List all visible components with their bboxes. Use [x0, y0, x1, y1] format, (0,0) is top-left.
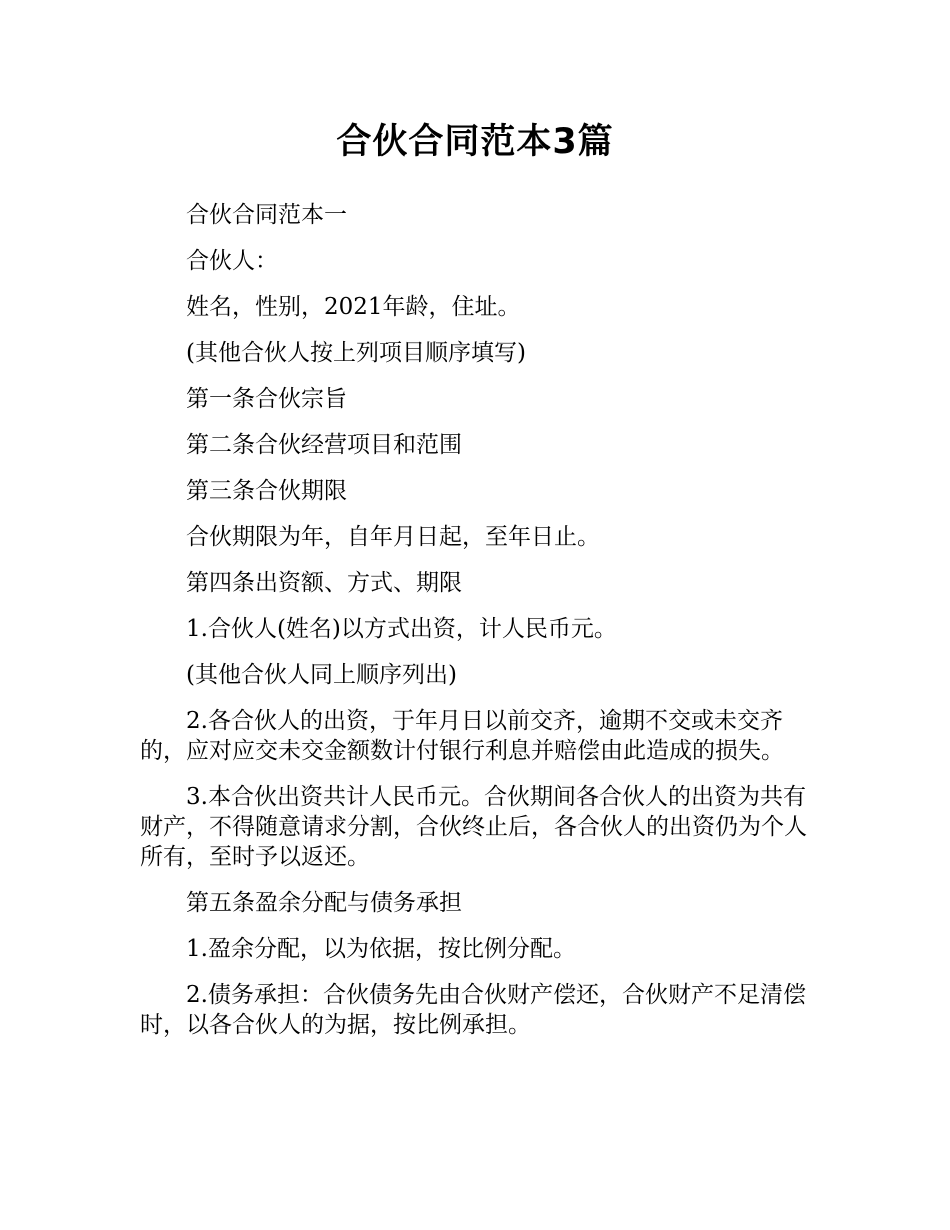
paragraph-article-5-item-1: 1.盈余分配，以为依据，按比例分配。 — [186, 936, 576, 962]
paragraph-article-4-item-2: 2.各合伙人的出资，于年月日以前交齐，逾期不交或未交齐的，应对应交未交金额数计付银行利息并赔偿由此造成的损失。 — [140, 708, 784, 764]
paragraph-article-4: 第四条出资额、方式、期限 — [186, 570, 462, 596]
paragraph-article-5-item-2: 2.债务承担：合伙债务先由合伙财产偿还，合伙财产不足清偿时，以各合伙人的为据，按比例承担。 — [140, 982, 806, 1038]
paragraph-article-2: 第二条合伙经营项目和范围 — [186, 432, 462, 458]
paragraph-partner-info: 姓名，性别，2021年龄，住址。 — [186, 294, 521, 320]
paragraph-article-4-item-1: 1.合伙人(姓名)以方式出资，计人民币元。 — [186, 616, 617, 642]
paragraph-heading-contract-one: 合伙合同范本一 — [186, 202, 347, 228]
document-title: 合伙合同范本3篇 — [336, 122, 614, 162]
paragraph-article-5: 第五条盈余分配与债务承担 — [186, 890, 462, 916]
paragraph-article-1: 第一条合伙宗旨 — [186, 386, 347, 412]
paragraph-article-3: 第三条合伙期限 — [186, 478, 347, 504]
paragraph-partners-label: 合伙人： — [186, 248, 278, 274]
paragraph-article-4-note: (其他合伙人同上顺序列出) — [186, 662, 457, 688]
paragraph-article-4-item-3: 3.本合伙出资共计人民币元。合伙期间各合伙人的出资为共有财产，不得随意请求分割，合伙终止后，各合伙人的出资仍为个人所有，至时予以返还。 — [140, 784, 807, 870]
paragraph-term: 合伙期限为年，自年月日起，至年日止。 — [186, 524, 600, 550]
paragraph-partner-note: (其他合伙人按上列项目顺序填写) — [186, 340, 526, 366]
document-body — [140, 200, 812, 1056]
